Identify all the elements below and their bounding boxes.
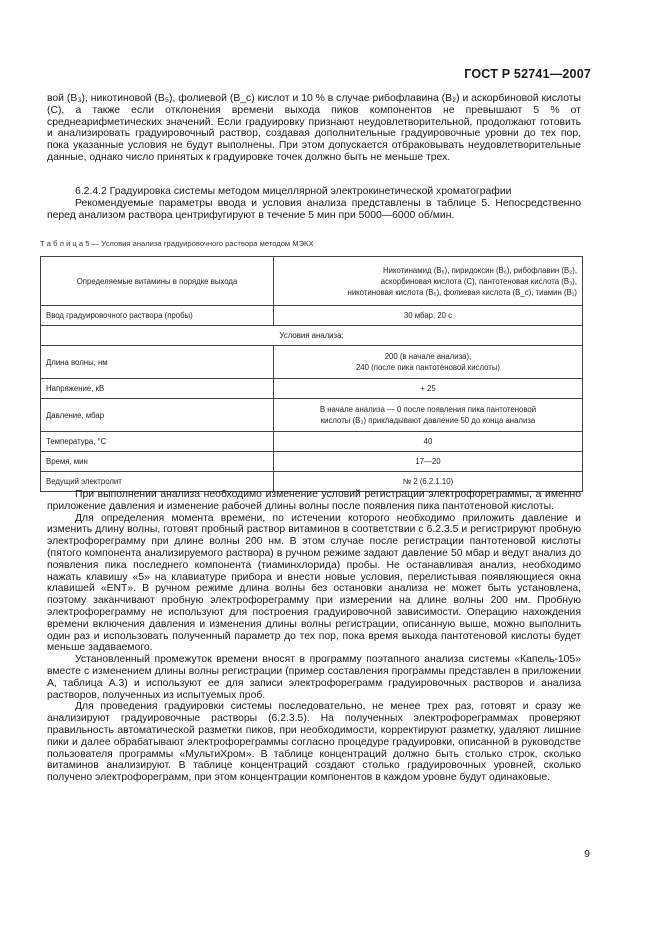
table-row	[41, 452, 583, 472]
table-row-conditions	[41, 326, 583, 346]
row-label: Температура, °С	[41, 432, 274, 452]
row-value: 17—20	[274, 452, 583, 472]
row-label: Ведущий электролит	[41, 472, 274, 492]
header-col2-line: аскорбиновая кислота (C), пантотеновая кислота (B₃),	[380, 276, 577, 286]
conditions-label: Условия анализа:	[41, 326, 583, 346]
header-col2-line: Никотинамид (B₅), пиридоксин (B₆), рибофлавин (B₂),	[383, 265, 577, 275]
table-row	[41, 432, 583, 452]
row-value-line: 200 (в начале анализа),	[384, 352, 472, 361]
row-value-line: кислоты (B₃) прикладывают давление 50 до конца анализа	[320, 416, 536, 425]
page-number: 9	[584, 848, 590, 860]
row-label: Ввод градуировочного раствора (пробы)	[41, 306, 274, 326]
row-label: Длина волны, нм	[41, 346, 274, 379]
row-value: 40	[274, 432, 583, 452]
row-value: № 2 (6.2.1.10)	[274, 472, 583, 492]
intro-text	[47, 93, 581, 164]
intro-paragraph: вой (B₃), никотиновой (B₅), фолиевой (B_c) кислот и 10 % в случае рибофлавина (B₂) и аскорбиновой кислоты (C), а также если отклонения времени выхода пиков компонентов не превышают 5 % от среднеарифметических значений. Если градуировку признают неудовлетворительной, продолжают готовить и анализировать градуировочный раствор, создавая дополнительные градуировочные уровни до тех пор, пока указанные условия не будут выполнены. При этом допускается отбраковывать неудовлетворительные данные, однако число принятых к градуировке точек должно быть не меньше трех.	[47, 93, 581, 163]
body-paragraph: При выполнении анализа необходимо изменение условий регистрации электрофореграммы, а именно приложение давления и изменение рабочей длины волны после появления пика пантотеновой кислоты.	[47, 489, 581, 512]
body-text	[47, 489, 581, 784]
body-paragraph: Для проведения градуировки системы последовательно, не менее трех раз, готовят и сразу же анализируют градуировочные растворы (6.2.3.5). На полученных электрофореграммах проверяют правильность автоматической разметки пиков, при необходимости, корректируют разметку, удаляют лишние пики и далее обрабатывают электрофореграммы согласно процедуре градуировки, описанной в руководстве пользователя программы «МультиХром». В таблице концентраций должно быть столько строк, сколько витаминов анализируют. В таблице концентраций создают столько градуировочных уровней, сколько получено электрофореграмм, при этом концентрации компонентов в каждом уровне будут одинаковые.	[47, 701, 581, 784]
row-value: 30 мбар, 20 с	[274, 306, 583, 326]
row-value: + 25	[274, 379, 583, 399]
row-value	[274, 346, 583, 379]
row-label: Время, мин	[41, 452, 274, 472]
section-text: Рекомендуемые параметры ввода и условия анализа представлены в таблице 5. Непосредственно перед анализом раствора центрифугируют в течение 5 мин при 5000—6000 об/мин.	[47, 197, 581, 221]
document-header: ГОСТ Р 52741—2007	[464, 67, 591, 81]
table-row	[41, 379, 583, 399]
header-col2-line: никотиновая кислота (B₅), фолиевая кислота (B_c), тиамин (B₁)	[347, 287, 577, 297]
row-value	[274, 399, 583, 432]
row-value-line: 240 (после пика пантотеновой кислоты)	[355, 363, 501, 372]
table-caption: Т а б л и ц а 5 — Условия анализа градуировочного раствора методом МЭКХ	[40, 239, 314, 248]
body-paragraph: Для определения момента времени, по истечении которого необходимо приложить давление и изменить длину волны, готовят пробный раствор витаминов в соответствии с 6.2.3.5 и регистрируют пробную электрофореграмму при длине волны 200 нм. В этом случае после регистрации пантотеновой кислоты (пятого компонента анализируемого раствора) в ручном режиме задают давление 50 мбар и ведут анализ до появления пика последнего компонента (тиаминхлорида) пробы. Не останавливая анализ, необходимо нажать клавишу «5» на клавиатуре прибора и внести новые условия, перелистывая появляющиеся окна клавишей «ENT». В ручном режиме длина волны без остановки анализа не может быть установлена, поэтому заканчивают пробную электрофореграмму при измерении на длине волны 200 нм. Пробную электрофореграмму не используют для построения градуировочной зависимости. Операцию нахождения времени включения давления и изменения длины волны регистрации, описанную выше, можно выполнить один раз и использовать полученный параметр до тех пор, пока время выхода пантотеновой кислоты будет меньше задаваемого.	[47, 512, 581, 654]
section-6-2-4-2	[47, 186, 581, 221]
body-paragraph: Установленный промежуток времени вносят в программу поэтапного анализа системы «Капель-105» вместе с изменением длины волны регистрации (пример составления программы представлен в приложении А, таблица А.3) и используют ее для записи электрофореграмм градуировочных растворов и анализа растворов, полученных из испытуемых проб.	[47, 654, 581, 701]
table-5	[40, 256, 583, 492]
row-value-line: В начале анализа — 0 после появления пика пантотеновой	[319, 405, 537, 414]
table-header-row	[41, 257, 583, 306]
row-label: Давление, мбар	[41, 399, 274, 432]
table-row	[41, 346, 583, 379]
row-label: Напряжение, кВ	[41, 379, 274, 399]
table-row	[41, 399, 583, 432]
header-col2	[274, 257, 583, 306]
header-col1: Определяемые витамины в порядке выхода	[41, 257, 274, 306]
table-row	[41, 306, 583, 326]
section-heading: 6.2.4.2 Градуировка системы методом мицеллярной электрокинетической хроматографии	[75, 186, 512, 197]
